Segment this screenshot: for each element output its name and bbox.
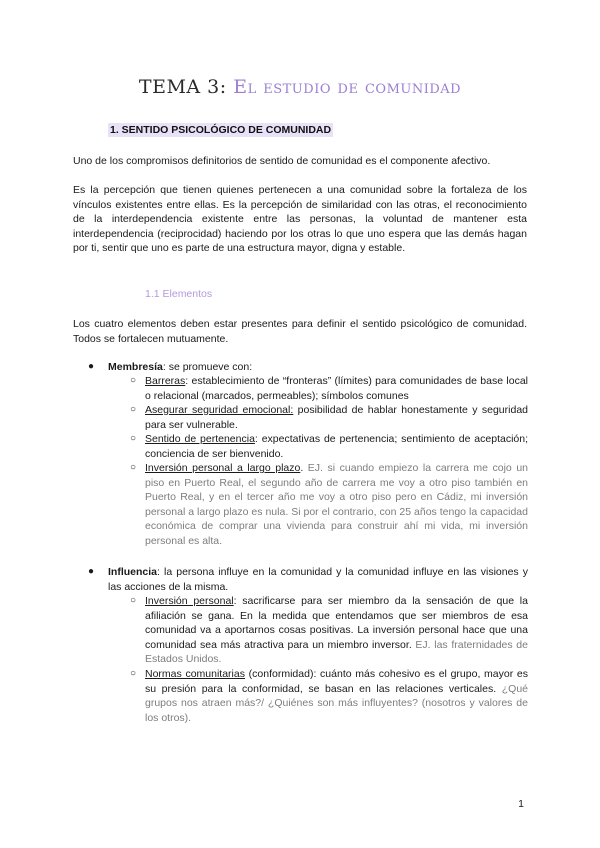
elements-intro-paragraph: Los cuatro elementos deben estar presentes para definir el sentido psicológico de comunidad. Todos se fortalecen mutuamente. [73, 318, 527, 345]
sub-item-barreras [145, 374, 528, 403]
text-pertenencia: : expectativas de pertenencia; sentimiento de aceptación; conciencia de ser bienvenido. [145, 433, 528, 460]
list-item-membresia [108, 360, 528, 375]
term-inversion-personal: Inversión personal [145, 595, 234, 607]
intro-paragraph: Uno de los compromisos definitorios de sentido de comunidad es el componente afectivo. [73, 155, 491, 167]
bullet-dot: ● [88, 361, 95, 372]
text-inversion-largo-plazo: . [300, 462, 304, 474]
subsection-heading: 1.1 Elementos [145, 288, 213, 300]
text-seguridad: posibilidad de hablar honestamente y seguridad para ser vulnerable. [145, 404, 528, 431]
term-inversion-largo-plazo: Inversión personal a largo plazo [145, 462, 301, 474]
text-inversion-personal: : sacrificarse para ser miembro da la sensación de que la afiliación se gana. En la medida que entendamos que ser miembros de esa comunidad va a aportarnos cosas positivas. La inversión personal hace que una comunidad sea más atractiva para un miembro inversor. [145, 595, 528, 651]
circle-bullet: ○ [130, 462, 137, 473]
term-pertenencia: Sentido de pertenencia [145, 433, 255, 445]
term-normas: Normas comunitarias [145, 668, 245, 680]
sub-item-normas [145, 667, 528, 725]
term-influencia: Influencia [108, 566, 158, 578]
title-main: El estudio de comunidad [233, 76, 462, 98]
circle-bullet: ○ [130, 595, 137, 606]
sub-item-seguridad [145, 403, 528, 432]
title-prefix: TEMA 3: [138, 76, 227, 98]
sub-item-pertenencia [145, 432, 528, 461]
document-title [0, 76, 600, 98]
circle-bullet: ○ [130, 433, 137, 444]
definition-paragraph: Es la percepción que tienen quienes pertenecen a una comunidad sobre la fortaleza de los vínculos existentes entre ellas. Es la percepción de similaridad con las otras, el reconocimiento de la interdependencia existente entre las personas, la voluntad de mantener esta interdependencia (reciprocidad) haciendo por los otras lo que uno espera que las demás hagan por ti, sentir que uno es parte de una estructura mayor, digna y estable. [73, 184, 527, 254]
section-heading: 1. SENTIDO PSICOLÓGICO DE COMUNIDAD [110, 124, 332, 136]
circle-bullet: ○ [130, 404, 137, 415]
circle-bullet: ○ [130, 668, 137, 679]
circle-bullet: ○ [130, 375, 137, 386]
text-normas: (conformidad): cuánto más cohesivo es el grupo, mayor es su presión para la conformidad, se basan en las relaciones verticales. [145, 668, 529, 695]
text-barreras: : establecimiento de “fronteras” (límites) para comunidades de base local o relacional (marcados, permeables); símbolos comunes [145, 375, 528, 402]
term-membresia: Membresía [108, 361, 163, 373]
example-normas: ¿Qué grupos nos atraen más?/ ¿Quiénes son más influyentes? (nosotros y valores de los otros). [145, 682, 528, 724]
influencia-desc: : la persona influye en la comunidad y la comunidad influye en las visiones y las acciones de la misma. [108, 566, 528, 593]
list-item-influencia [108, 565, 528, 594]
term-barreras: Barreras [145, 375, 186, 387]
sub-item-inversion-personal [145, 594, 528, 667]
example-inversion-personal: EJ. las fraternidades de Estados Unidos. [145, 638, 528, 665]
page-number: 1 [518, 798, 524, 810]
bullet-dot: ● [88, 566, 95, 577]
example-inversion-largo-plazo: EJ. si cuando empiezo la carrera me cojo un piso en Puerto Real, el segundo año de carrera me voy a otro piso también en Puerto Real, y en el tercer año me voy a otro piso pero en Cádiz, mi inversión personal a largo plazo es nula. Si por el contrario, con 25 años tengo la capacidad económica de comprar una vivienda para construir ahí mi vida, mi inversión personal es alta. [145, 462, 528, 547]
membresia-desc: : se promueve con: [162, 361, 253, 373]
term-seguridad: Asegurar seguridad emocional: [145, 404, 294, 416]
sub-item-inversion-largo-plazo [145, 461, 528, 548]
